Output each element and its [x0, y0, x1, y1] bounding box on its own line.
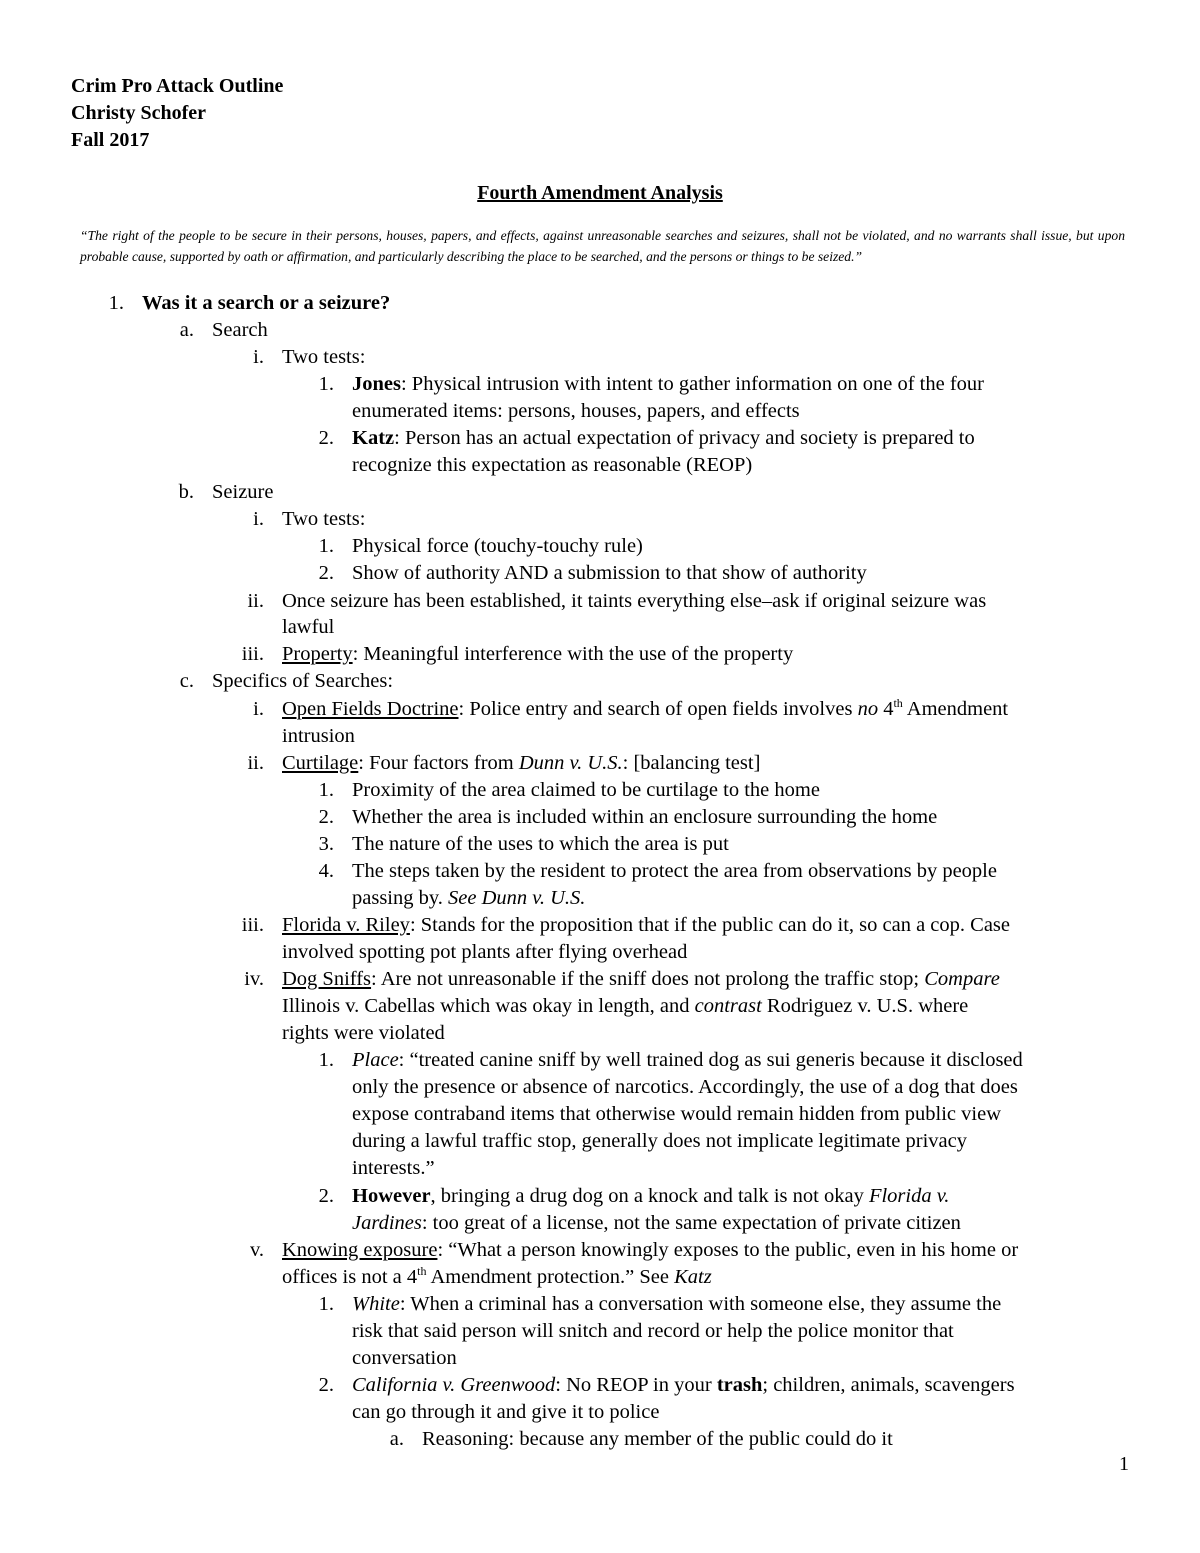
marker: 2.: [318, 1374, 334, 1396]
outline-item: Florida v. Riley: Stands for the proposition that if the public can do it, so can a cop. Case: [282, 914, 1011, 936]
outline-item-cont: expose contraband items that otherwise would remain hidden from public view: [352, 1103, 1001, 1125]
outline-item: White: When a criminal has a conversation with someone else, they assume the: [352, 1293, 1002, 1315]
section-heading: Was it a search or a seizure?: [142, 292, 391, 314]
marker: 2.: [318, 806, 334, 828]
outline-item: The nature of the uses to which the area is put: [352, 833, 729, 855]
marker: 1.: [318, 373, 334, 395]
marker: a.: [179, 319, 194, 341]
outline-item-cont: intrusion: [282, 725, 355, 747]
marker: iv.: [244, 968, 264, 990]
outline-item-cont: during a lawful traffic stop, generally does not implicate legitimate privacy: [352, 1130, 967, 1152]
outline-item: Knowing exposure: “What a person knowingly exposes to the public, even in his home or: [282, 1239, 1019, 1261]
outline-item: The steps taken by the resident to protect the area from observations by people: [352, 860, 997, 882]
outline-item-cont: enumerated items: persons, houses, papers, and effects: [352, 400, 800, 422]
marker: 1.: [108, 292, 124, 314]
outline-item: Whether the area is included within an enclosure surrounding the home: [352, 806, 938, 828]
outline-item-cont: offices is not a 4th Amendment protection.” See Katz: [282, 1264, 712, 1288]
outline-item-cont: only the presence or absence of narcotics. Accordingly, the use of a dog that does: [352, 1076, 1018, 1098]
header-author: Christy Schofer: [71, 102, 206, 124]
marker: 2.: [318, 562, 334, 584]
outline-item: Physical force (touchy-touchy rule): [352, 535, 643, 557]
outline-item: Once seizure has been established, it taints everything else–ask if original seizure was: [282, 590, 987, 612]
marker: v.: [249, 1239, 264, 1261]
outline-item: Search: [212, 319, 268, 341]
outline-item-cont: risk that said person will snitch and record or help the police monitor that: [352, 1320, 954, 1342]
outline-item-cont: rights were violated: [282, 1022, 445, 1044]
outline-item: Two tests:: [282, 346, 366, 368]
outline-item: Curtilage: Four factors from Dunn v. U.S.: [balancing test]: [282, 752, 761, 774]
outline-item-cont: recognize this expectation as reasonable (REOP): [352, 454, 753, 476]
outline-item: Two tests:: [282, 508, 366, 530]
marker: 1.: [318, 779, 334, 801]
outline-item: Dog Sniffs: Are not unreasonable if the sniff does not prolong the traffic stop; Compare: [282, 968, 1000, 990]
marker: i.: [253, 346, 264, 368]
outline-item-cont: Illinois v. Cabellas which was okay in length, and contrast Rodriguez v. U.S. where: [282, 995, 969, 1017]
outline-item-cont: conversation: [352, 1347, 457, 1369]
outline-item: Reasoning: because any member of the public could do it: [422, 1428, 893, 1450]
header-course: Crim Pro Attack Outline: [71, 75, 284, 97]
marker: 2.: [318, 427, 334, 449]
outline-item-cont: interests.”: [352, 1157, 435, 1179]
outline-item: However, bringing a drug dog on a knock and talk is not okay Florida v.: [352, 1185, 950, 1207]
outline-item-cont: lawful: [282, 616, 335, 638]
outline-item-cont: Jardines: too great of a license, not the same expectation of private citizen: [352, 1212, 961, 1234]
marker: ii.: [247, 752, 264, 774]
outline-item: Jones: Physical intrusion with intent to gather information on one of the four: [352, 373, 984, 395]
outline-item: Specifics of Searches:: [212, 670, 394, 692]
marker: b.: [178, 481, 194, 503]
marker: 1.: [318, 1049, 334, 1071]
outline-item: Place: “treated canine sniff by well trained dog as sui generis because it disclosed: [352, 1049, 1023, 1071]
page-title: Fourth Amendment Analysis: [477, 182, 723, 204]
outline-item: Show of authority AND a submission to that show of authority: [352, 562, 867, 584]
marker: i.: [253, 698, 264, 720]
marker: iii.: [241, 643, 264, 665]
marker: 2.: [318, 1185, 334, 1207]
outline-item: Proximity of the area claimed to be curtilage to the home: [352, 779, 820, 801]
outline-item: Seizure: [212, 481, 274, 503]
outline-item: Katz: Person has an actual expectation of privacy and society is prepared to: [352, 427, 975, 449]
marker: ii.: [247, 590, 264, 612]
outline-item: California v. Greenwood: No REOP in your trash; children, animals, scavengers: [352, 1374, 1015, 1396]
outline-item-cont: passing by. See Dunn v. U.S.: [352, 887, 586, 909]
marker: i.: [253, 508, 264, 530]
page-number: 1: [1119, 1453, 1129, 1475]
marker: 3.: [318, 833, 334, 855]
marker: 4.: [318, 860, 334, 882]
marker: 1.: [318, 535, 334, 557]
marker: 1.: [318, 1293, 334, 1315]
marker: iii.: [241, 914, 264, 936]
outline-item: Property: Meaningful interference with the use of the property: [282, 643, 794, 665]
outline-item: Open Fields Doctrine: Police entry and search of open fields involves no 4th Amendment: [282, 696, 1009, 720]
outline-item-cont: involved spotting pot plants after flying overhead: [282, 941, 688, 963]
marker: a.: [389, 1428, 404, 1450]
amendment-quote: “The right of the people to be secure in their persons, houses, papers, and effects, against unreasonable searches and seizures, shall not be violated, and no warrants shall issue, but upon probable cause, supported by oath or affirmation, and particularly describing the place to be searched, and the persons or things to be seized.”: [80, 228, 1125, 264]
outline-item-cont: can go through it and give it to police: [352, 1401, 660, 1423]
header-term: Fall 2017: [71, 129, 150, 151]
marker: c.: [179, 670, 194, 692]
